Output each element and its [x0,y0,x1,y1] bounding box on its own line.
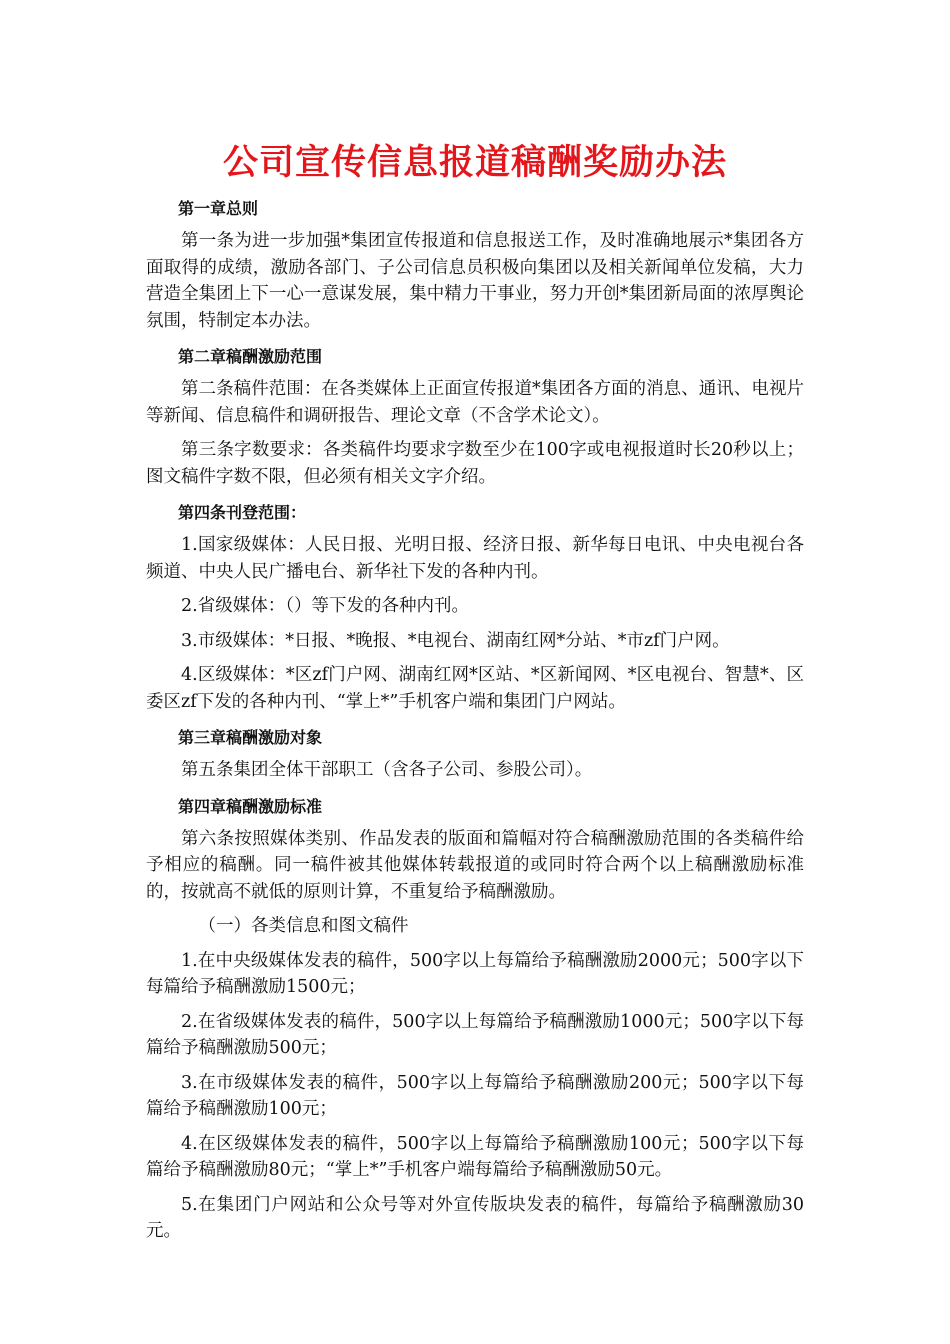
chapter-3-heading: 第三章稿酬激励对象 [178,728,323,747]
reward-item-central: 1.在中央级媒体发表的稿件，500字以上每篇给予稿酬激励2000元；500字以下每篇给予稿酬激励1500元； [146,950,804,997]
media-item-provincial: 2.省级媒体：（）等下发的各种内刊。 [181,596,469,616]
article-6: 第六条按照媒体类别、作品发表的版面和篇幅对符合稿酬激励范围的各类稿件给予相应的稿酬。同一稿件被其他媒体转载报道的或同时符合两个以上稿酬激励标准的，按就高不就低的原则计算，不重复给予稿酬激励。 [146,828,804,902]
article-4-heading: 第四条刊登范围： [178,503,307,522]
chapter-2-heading: 第二章稿酬激励范围 [178,347,323,366]
reward-item-group-portal: 5.在集团门户网站和公众号等对外宣传版块发表的稿件，每篇给予稿酬激励30元。 [146,1194,804,1241]
document-title: 公司宣传信息报道稿酬奖励办法 [222,142,727,183]
chapter-4-heading: 第四章稿酬激励标准 [178,796,323,816]
article-5: 第五条集团全体干部职工（含各子公司、参股公司）。 [181,760,593,780]
subsection-1-heading: （一）各类信息和图文稿件 [198,916,409,936]
article-1: 第一条为进一步加强*集团宣传报道和信息报送工作，及时准确地展示*集团各方面取得的成绩，激励各部门、子公司信息员积极向集团以及相关新闻单位发稿，大力营造全集团上下一心一意谋发展，集中精力干事业，努力开创*集团新局面的浓厚舆论氛围，特制定本办法。 [146,231,804,331]
reward-item-city: 3.在市级媒体发表的稿件，500字以上每篇给予稿酬激励200元；500字以下每篇给予稿酬激励100元； [146,1072,804,1119]
media-item-district: 4.区级媒体：*区zf门户网、湖南红网*区站、*区新闻网、*区电视台、智慧*、区委区zf下发的各种内刊、“掌上*”手机客户端和集团门户网站。 [146,665,804,712]
reward-item-district: 4.在区级媒体发表的稿件，500字以上每篇给予稿酬激励100元；500字以下每篇给予稿酬激励80元；“掌上*”手机客户端每篇给予稿酬激励50元。 [146,1133,804,1180]
chapter-1-heading: 第一章总则 [178,199,259,218]
media-item-national: 1.国家级媒体：人民日报、光明日报、经济日报、新华每日电讯、中央电视台各频道、中央人民广播电台、新华社下发的各种内刊。 [146,535,804,582]
article-2: 第二条稿件范围：在各类媒体上正面宣传报道*集团各方面的消息、通讯、电视片等新闻、信息稿件和调研报告、理论文章（不含学术论文）。 [146,379,804,426]
article-3: 第三条字数要求：各类稿件均要求字数至少在100字或电视报道时长20秒以上；图文稿件字数不限，但必须有相关文字介绍。 [146,440,804,487]
reward-item-provincial: 2.在省级媒体发表的稿件，500字以上每篇给予稿酬激励1000元；500字以下每篇给予稿酬激励500元； [146,1011,804,1058]
media-item-city: 3.市级媒体：*日报、*晚报、*电视台、湖南红网*分站、*市zf门户网。 [181,630,730,651]
